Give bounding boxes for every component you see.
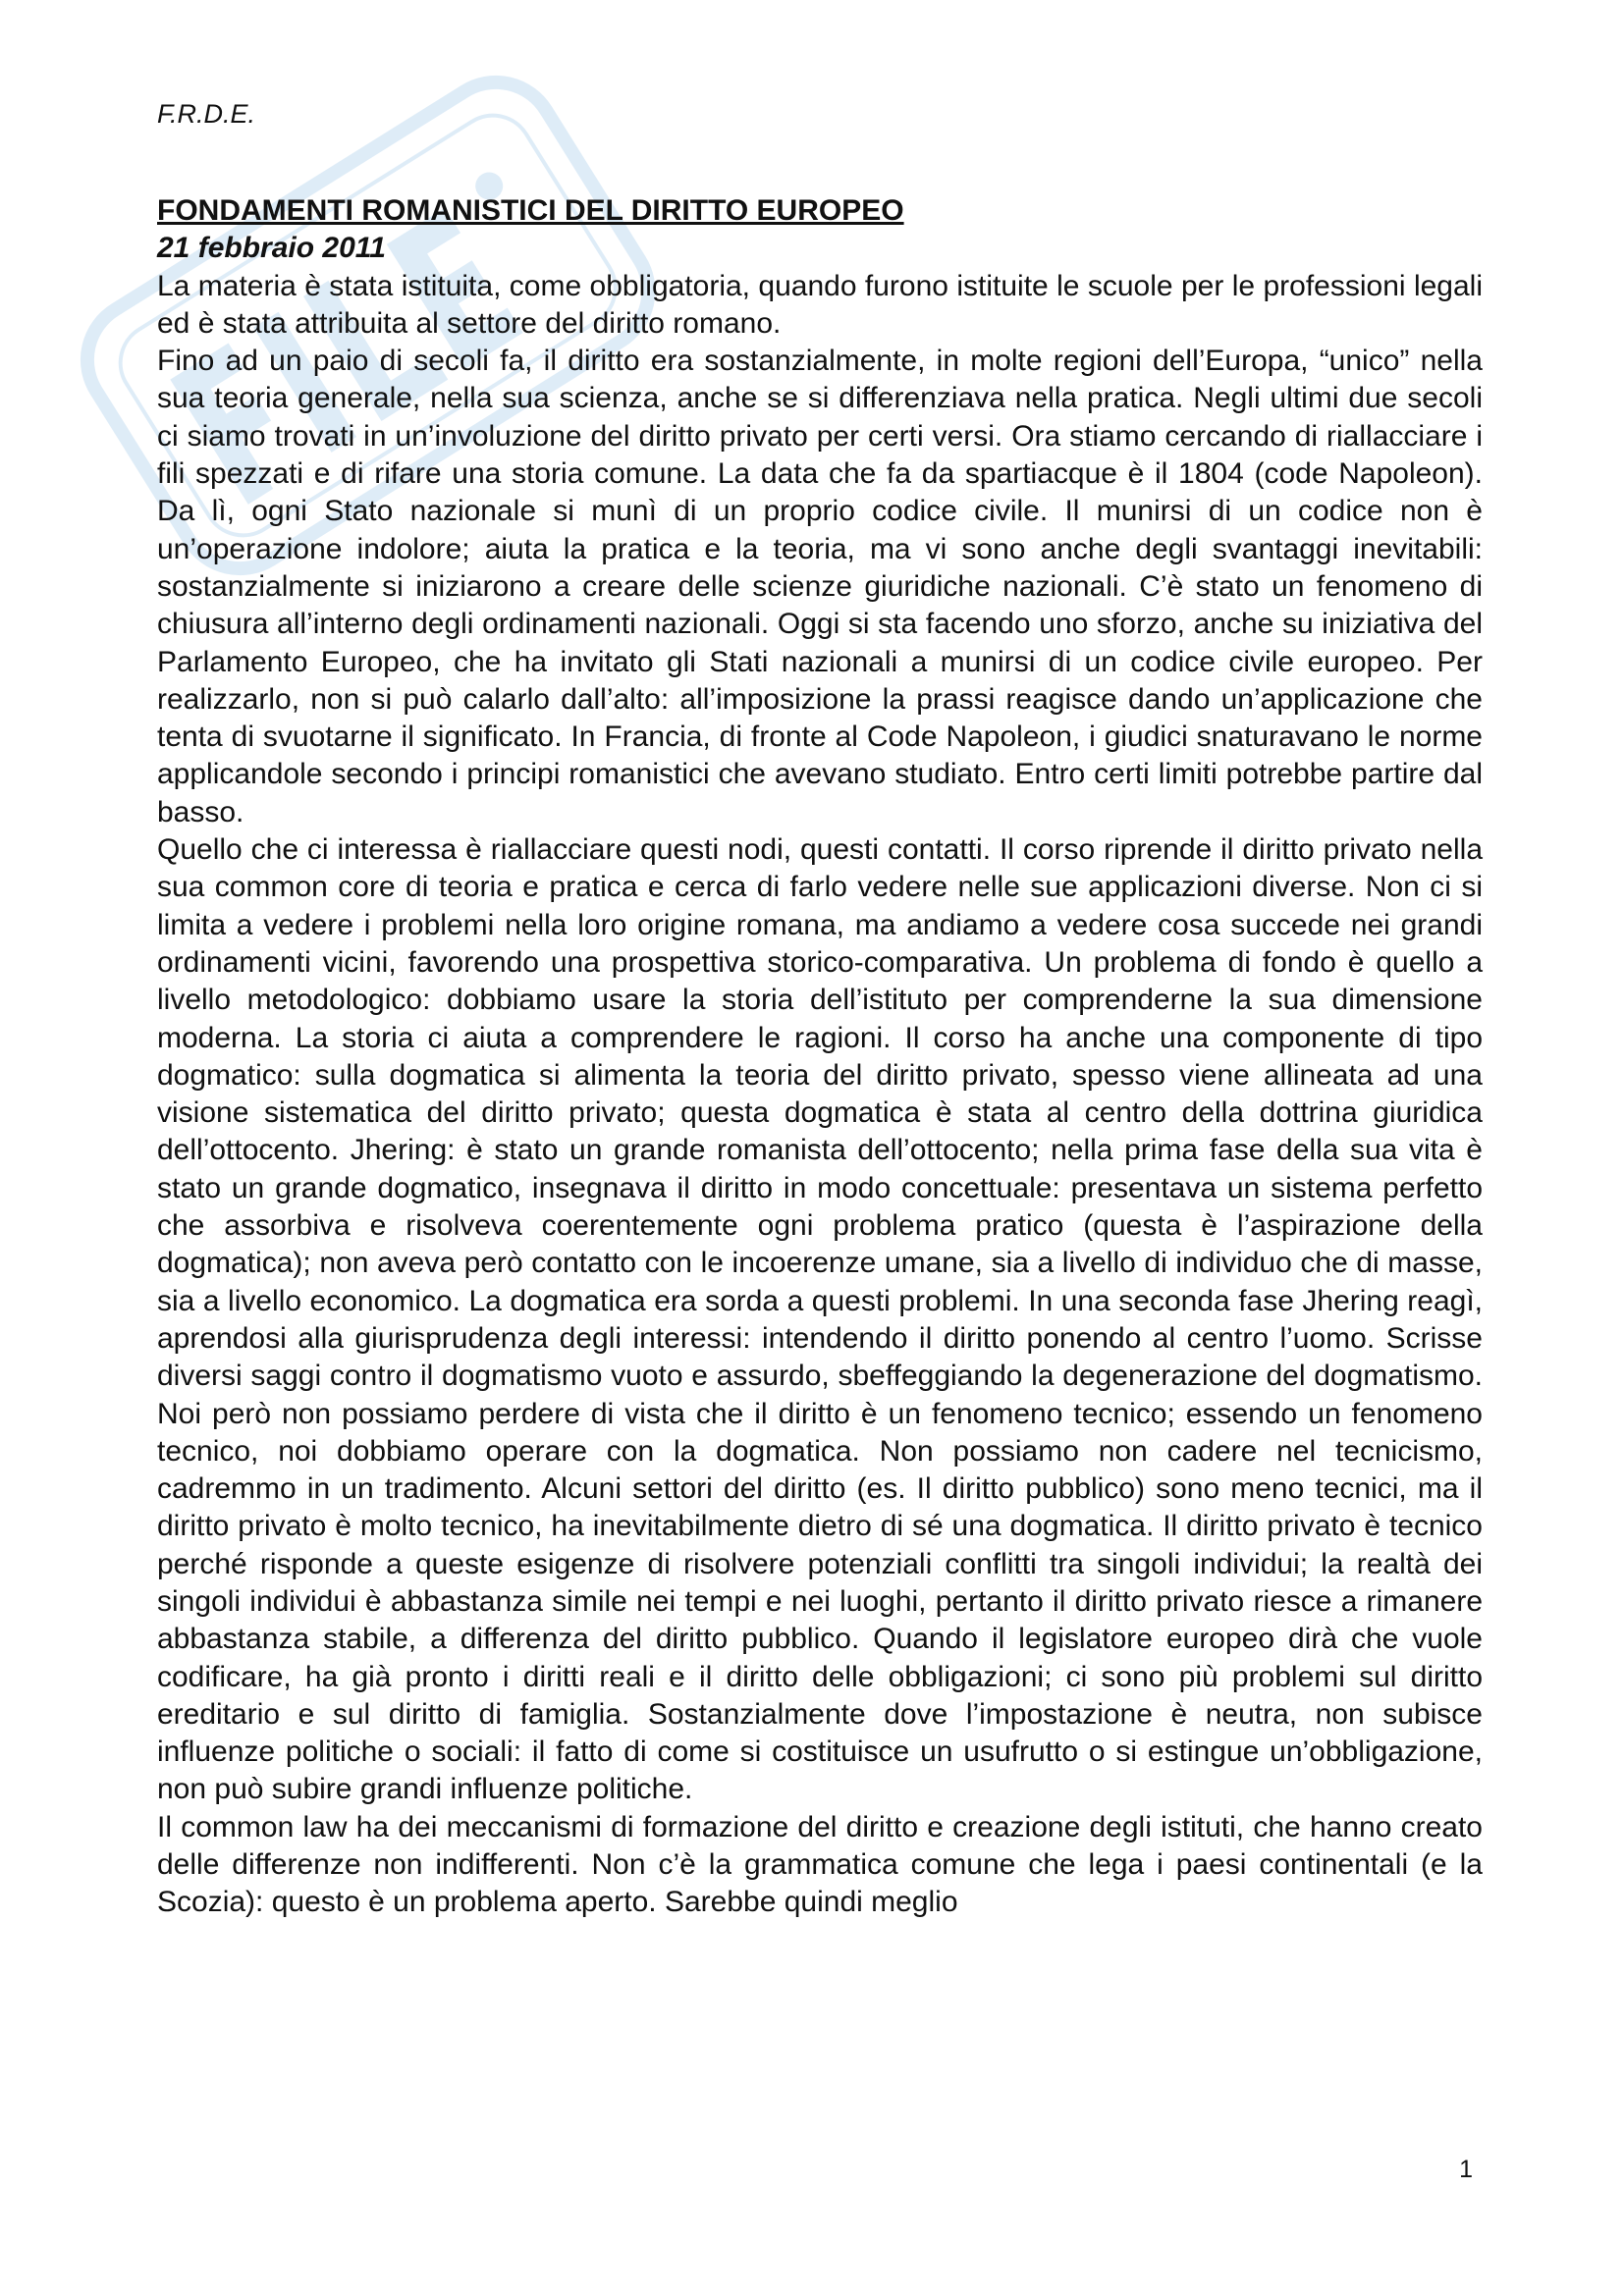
document-title: FONDAMENTI ROMANISTICI DEL DIRITTO EUROPEO <box>157 194 904 227</box>
paragraph-2: Fino ad un paio di secoli fa, il diritto era sostanzialmente, in molte regioni dell’Europa, “unico” nella sua teoria generale, nella sua scienza, anche se si differenziava nella pratica. Negli ultimi due secoli ci siamo trovati in un’involuzione del diritto privato per certi versi. Ora stiamo cercando di riallacciare i fili spezzati e di rifare una storia comune. La data che fa da spartiacque è il 1804 (code Napoleon). Da lì, ogni Stato nazionale si munì di un proprio codice civile. Il munirsi di un codice non è un’operazione indolore; aiuta la pratica e la teoria, ma vi sono anche degli svantaggi inevitabili: sostanzialmente si iniziarono a creare delle scienze giuridiche nazionali. C’è stato un fenomeno di chiusura all’interno degli ordinamenti nazionali. Oggi si sta facendo uno sforzo, anche su iniziativa del Parlamento Europeo, che ha invitato gli Stati nazionali a munirsi di un codice civile europeo. Per realizzarlo, non si può calarlo dall’alto: all’imposizione la prassi reagisce dando un’applicazione che tenta di svuotarne il significato. In Francia, di fronte al Code Napoleon, i giudici snaturavano le norme applicandole secondo i principi romanistici che avevano studiato. Entro certi limiti potrebbe partire dal basso. <box>157 345 1483 828</box>
page-number: 1 <box>1459 2156 1473 2183</box>
document-date: 21 febbraio 2011 <box>157 232 386 265</box>
document-header-label: F.R.D.E. <box>157 99 256 129</box>
document-body <box>157 192 1483 1922</box>
paragraph-1: La materia è stata istituita, come obbligatoria, quando furono istituite le scuole per le professioni legali ed è stata attribuita al settore del diritto romano. <box>157 269 1483 340</box>
paragraph-4: Il common law ha dei meccanismi di formazione del diritto e creazione degli istituti, che hanno creato delle differenze non indifferenti. Non c’è la grammatica comune che lega i paesi continentali (e la Scozia): questo è un problema aperto. Sarebbe quindi meglio <box>157 1810 1483 1919</box>
paragraph-3: Quello che ci interessa è riallacciare questi nodi, questi contatti. Il corso riprende il diritto privato nella sua common core di teoria e pratica e cerca di farlo vedere nelle sue applicazioni diverse. Non ci si limita a vedere i problemi nella loro origine romana, ma andiamo a vedere cosa succede nei grandi ordinamenti vicini, favorendo una prospettiva storico-comparativa. Un problema di fondo è quello a livello metodologico: dobbiamo usare la storia dell’istituto per comprenderne la sua dimensione moderna. La storia ci aiuta a comprendere le ragioni. Il corso ha anche una componente di tipo dogmatico: sulla dogmatica si alimenta la teoria del diritto privato, spesso viene allineata ad una visione sistematica del diritto privato; questa dogmatica è stata al centro della dottrina giuridica dell’ottocento. Jhering: è stato un grande romanista dell’ottocento; nella prima fase della sua vita è stato un grande dogmatico, insegnava il diritto in modo concettuale: presentava un sistema perfetto che assorbiva e risolveva coerentemente ogni problema pratico (questa è l’aspirazione della dogmatica); non aveva però contatto con le incoerenze umane, sia a livello di individuo che di masse, sia a livello economico. La dogmatica era sorda a questi problemi. In una seconda fase Jhering reagì, aprendosi alla giurisprudenza degli interessi: intendendo il diritto ponendo al centro l’uomo. Scrisse diversi saggi contro il dogmatismo vuoto e assurdo, sbeffeggiando la degenerazione del dogmatismo. Noi però non possiamo perdere di vista che il diritto è un fenomeno tecnico; essendo un fenomeno tecnico, noi dobbiamo operare con la dogmatica. Non possiamo non cadere nel tecnicismo, cadremmo in un tradimento. Alcuni settori del diritto (es. Il diritto pubblico) sono meno tecnici, ma il diritto privato è molto tecnico, ha inevitabilmente dietro di sé una dogmatica. Il diritto privato è tecnico perché risponde a queste esigenze di risolvere potenziali conflitti tra singoli individui; la realtà dei singoli individui è abbastanza simile nei tempi e nei luoghi, pertanto il diritto privato riesce a rimanere abbastanza stabile, a differenza del diritto pubblico. Quando il legislatore europeo dirà che vuole codificare, ha già pronto i diritti reali e il diritto delle obbligazioni; ci sono più problemi sul diritto ereditario e sul diritto di famiglia. Sostanzialmente dove l’impostazione è neutra, non subisce influenze politiche o sociali: il fatto di come si costituisce un usufrutto o si estingue un’obbligazione, non può subire grandi influenze politiche. <box>157 833 1483 1806</box>
